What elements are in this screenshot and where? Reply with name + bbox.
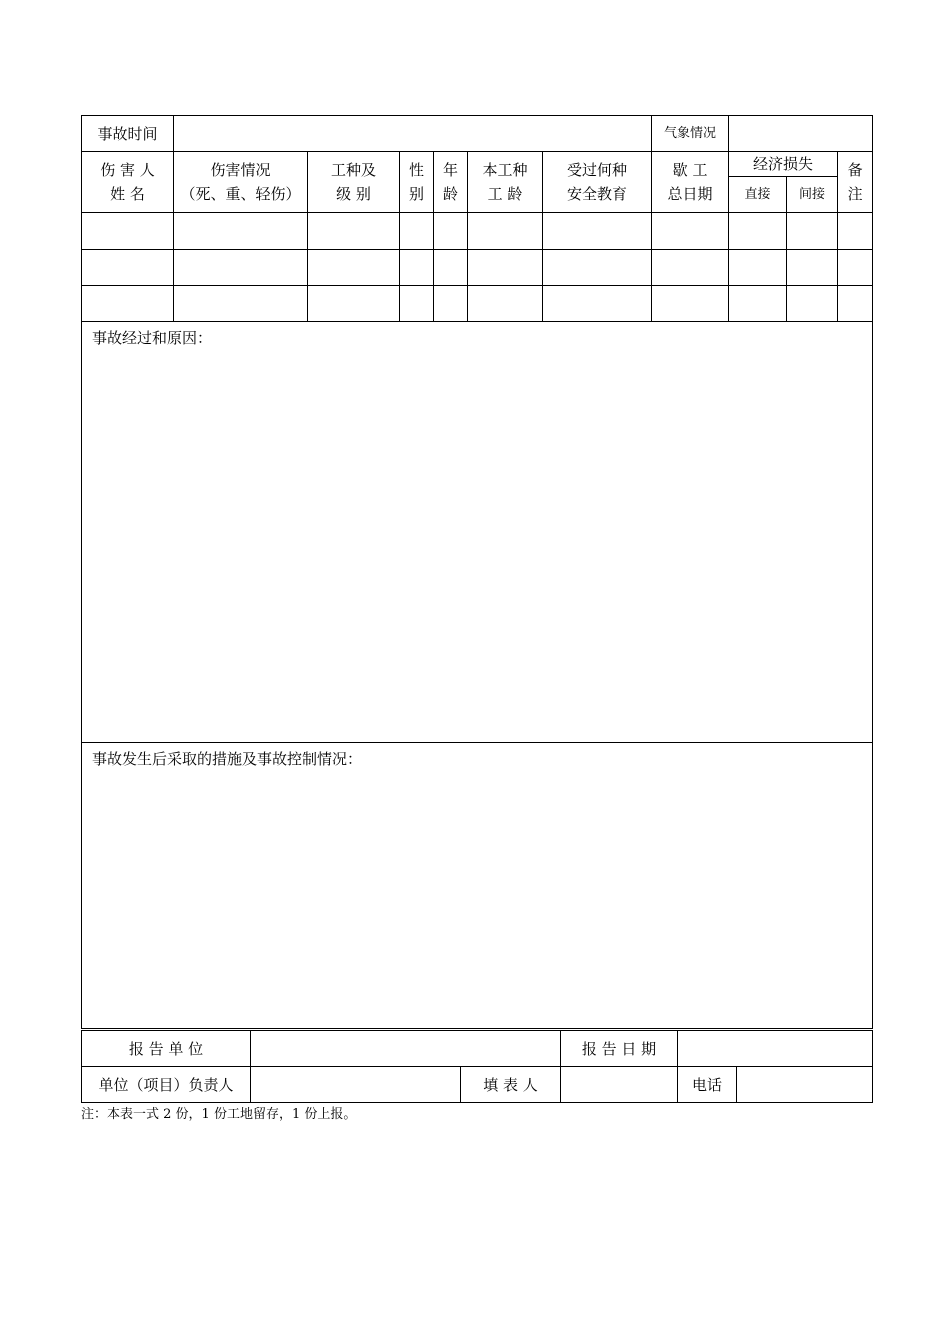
cell-seniority[interactable] xyxy=(468,286,543,322)
cell-seniority[interactable] xyxy=(468,213,543,250)
process-cause-section[interactable] xyxy=(82,322,873,743)
cell-seniority[interactable] xyxy=(468,250,543,286)
header-trade-seniority xyxy=(468,152,543,213)
table-row xyxy=(82,250,873,286)
table-row xyxy=(82,286,873,322)
measures-label: 事故发生后采取的措施及事故控制情况： xyxy=(92,750,363,768)
measures-section[interactable] xyxy=(82,743,873,1029)
process-cause-label: 事故经过和原因： xyxy=(92,329,213,347)
unit-leader-label: 单位（项目）负责人 xyxy=(82,1067,251,1103)
header-age-line1: 年 xyxy=(442,161,458,179)
cell-name[interactable] xyxy=(82,213,174,250)
cell-rest[interactable] xyxy=(652,213,729,250)
header-trade-level-line2: 级 别 xyxy=(336,185,371,203)
header-injured-name-line2: 姓 名 xyxy=(110,185,145,203)
header-injury-status xyxy=(174,152,308,213)
header-age-line2: 龄 xyxy=(442,185,458,203)
header-sex-line1: 性 xyxy=(408,161,424,179)
cell-rest[interactable] xyxy=(652,250,729,286)
header-rest-days xyxy=(652,152,729,213)
header-rest-days-line2: 总日期 xyxy=(667,185,713,203)
header-sex xyxy=(400,152,434,213)
header-injured-name xyxy=(82,152,174,213)
header-economic-loss: 经济损失 xyxy=(729,152,838,177)
cell-remark[interactable] xyxy=(838,250,873,286)
header-injury-status-line2: （死、重、轻伤） xyxy=(180,185,301,203)
accident-time-field[interactable] xyxy=(174,116,652,152)
cell-loss-indirect[interactable] xyxy=(787,213,838,250)
cell-loss-indirect[interactable] xyxy=(787,286,838,322)
cell-loss-direct[interactable] xyxy=(729,213,787,250)
phone-field[interactable] xyxy=(737,1067,873,1103)
accident-report-table xyxy=(81,115,873,1029)
header-safety-education-line2: 安全教育 xyxy=(567,185,628,203)
cell-name[interactable] xyxy=(82,250,174,286)
cell-injury[interactable] xyxy=(174,250,308,286)
cell-remark[interactable] xyxy=(838,213,873,250)
cell-loss-direct[interactable] xyxy=(729,286,787,322)
unit-leader-field[interactable] xyxy=(251,1067,461,1103)
cell-remark[interactable] xyxy=(838,286,873,322)
cell-education[interactable] xyxy=(543,213,652,250)
header-safety-education xyxy=(543,152,652,213)
header-age xyxy=(434,152,468,213)
cell-age[interactable] xyxy=(434,213,468,250)
report-date-field[interactable] xyxy=(678,1031,873,1067)
header-sex-line2: 别 xyxy=(408,185,424,203)
header-loss-direct: 直接 xyxy=(729,177,787,213)
cell-loss-direct[interactable] xyxy=(729,250,787,286)
report-unit-field[interactable] xyxy=(251,1031,561,1067)
filler-field[interactable] xyxy=(561,1067,678,1103)
cell-injury[interactable] xyxy=(174,213,308,250)
cell-sex[interactable] xyxy=(400,286,434,322)
weather-field[interactable] xyxy=(729,116,873,152)
header-remark-line2: 注 xyxy=(847,185,863,203)
cell-trade[interactable] xyxy=(308,213,400,250)
cell-age[interactable] xyxy=(434,250,468,286)
accident-time-label: 事故时间 xyxy=(82,116,174,152)
report-footer-table xyxy=(81,1030,873,1103)
cell-injury[interactable] xyxy=(174,286,308,322)
header-safety-education-line1: 受过何种 xyxy=(567,161,628,179)
cell-sex[interactable] xyxy=(400,250,434,286)
cell-rest[interactable] xyxy=(652,286,729,322)
cell-trade[interactable] xyxy=(308,250,400,286)
header-rest-days-line1: 歇 工 xyxy=(672,161,708,179)
phone-label: 电话 xyxy=(678,1067,737,1103)
header-remark xyxy=(838,152,873,213)
weather-label: 气象情况 xyxy=(652,116,729,152)
header-trade-level xyxy=(308,152,400,213)
header-remark-line1: 备 xyxy=(847,161,863,179)
cell-age[interactable] xyxy=(434,286,468,322)
header-injured-name-line1: 伤 害 人 xyxy=(100,161,155,179)
report-unit-label: 报 告 单 位 xyxy=(82,1031,251,1067)
table-row xyxy=(82,213,873,250)
cell-education[interactable] xyxy=(543,286,652,322)
cell-sex[interactable] xyxy=(400,213,434,250)
cell-education[interactable] xyxy=(543,250,652,286)
header-trade-level-line1: 工种及 xyxy=(330,161,376,179)
filler-label: 填 表 人 xyxy=(461,1067,561,1103)
header-loss-indirect: 间接 xyxy=(787,177,838,213)
header-trade-seniority-line1: 本工种 xyxy=(482,161,528,179)
header-injury-status-line1: 伤害情况 xyxy=(210,161,271,179)
header-trade-seniority-line2: 工 龄 xyxy=(487,185,523,203)
report-date-label: 报 告 日 期 xyxy=(561,1031,678,1067)
cell-trade[interactable] xyxy=(308,286,400,322)
footnote: 注：本表一式 2 份，1 份工地留存，1 份上报。 xyxy=(81,1107,357,1122)
cell-name[interactable] xyxy=(82,286,174,322)
cell-loss-indirect[interactable] xyxy=(787,250,838,286)
